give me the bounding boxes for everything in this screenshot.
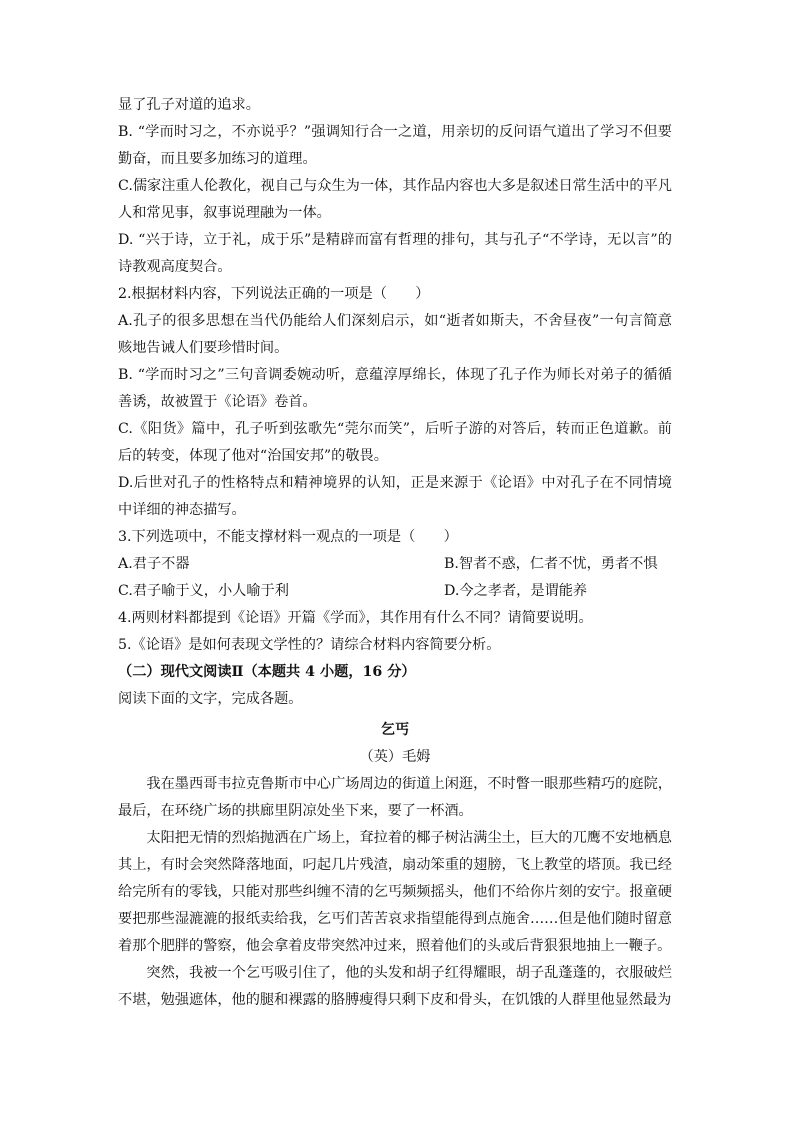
document-body bbox=[118, 92, 672, 1014]
question-3: 3.下列选项中，不能支撑材料一观点的一项是（ ） bbox=[118, 529, 458, 545]
question-2-option-c: C.《阳货》篇中，孔子听到弦歌先“莞尔而笑”，后听子游的对答后，转而正色道歉。前后的转变，体现了他对“治国安邦”的敬畏。 bbox=[118, 421, 672, 464]
question-3-option-b: B.智者不惑，仁者不忧，勇者不惧 bbox=[444, 556, 658, 572]
question-5: 5.《论语》是如何表现文学性的？请综合材料内容简要分析。 bbox=[118, 637, 501, 653]
question-2: 2.根据材料内容，下列说法正确的一项是（ ） bbox=[118, 286, 430, 302]
paragraph-2: 太阳把无情的烈焰抛洒在广场上，耷拉着的椰子树沾满尘土，巨大的兀鹰不安地栖息其上，有时会突然降落地面，叼起几片残渣，扇动笨重的翅膀，飞上教堂的塔顶。我已经给完所有的零钱，只能对那些纠缠不清的乞丐频频摇头，他们不给你片刻的安宁。报童硬要把那些湿漉漉的报纸卖给我，乞丐们苦苦哀求指望能得到点施舍……但是他们随时留意着那个肥胖的警察，他会拿着皮带突然冲过来，照着他们的头或后背狠狠地抽上一鞭子。 bbox=[118, 830, 672, 954]
article-author: （英）毛姆 bbox=[359, 749, 431, 765]
option-b: B. “学而时习之，不亦说乎？”强调知行合一之道，用亲切的反问语气道出了学习不但要勤奋，而且要多加练习的道理。 bbox=[118, 124, 672, 167]
question-3-option-c: C.君子喻于义，小人喻于利 bbox=[118, 583, 289, 599]
text-line: 显了孔子对道的追求。 bbox=[118, 97, 260, 113]
article-title: 乞丐 bbox=[380, 722, 410, 738]
question-3-option-a: A.君子不器 bbox=[118, 556, 190, 572]
question-2-option-a: A.孔子的很多思想在当代仍能给人们深刻启示，如“逝者如斯夫，不舍昼夜”一句言简意赅地告诫人们要珍惜时间。 bbox=[118, 313, 672, 356]
section-heading: （二）现代文阅读Ⅱ（本题共 4 小题，16 分） bbox=[118, 664, 416, 680]
question-2-option-d: D.后世对孔子的性格特点和精神境界的认知，正是来源于《论语》中对孔子在不同情境中详细的神态描写。 bbox=[118, 475, 672, 518]
question-4: 4.两则材料都提到《论语》开篇《学而》，其作用有什么不同？请简要说明。 bbox=[118, 610, 593, 626]
option-d: D. “兴于诗，立于礼，成于乐”是精辟而富有哲理的排句，其与孔子“不学诗，无以言”的诗教观高度契合。 bbox=[118, 232, 672, 275]
paragraph-3: 突然，我被一个乞丐吸引住了，他的头发和胡子红得耀眼，胡子乱蓬蓬的，衣服破烂不堪，勉强遮体，他的腿和裸露的胳膊瘦得只剩下皮和骨头，在饥饿的人群里他显然最为 bbox=[118, 965, 672, 1008]
question-3-option-d: D.今之孝者，是谓能养 bbox=[444, 583, 588, 599]
instruction: 阅读下面的文字，完成各题。 bbox=[118, 691, 303, 707]
paragraph-1: 我在墨西哥韦拉克鲁斯市中心广场周边的街道上闲逛，不时瞥一眼那些精巧的庭院，最后，在环绕广场的拱廊里阴凉处坐下来，要了一杯酒。 bbox=[118, 776, 672, 819]
question-3-options-row-2 bbox=[118, 578, 672, 605]
question-3-options-row-1 bbox=[118, 551, 672, 578]
option-c: C.儒家注重人伦教化，视自己与众生为一体，其作品内容也大多是叙述日常生活中的平凡人和常见事，叙事说理融为一体。 bbox=[118, 178, 672, 221]
question-2-option-b: B. “学而时习之”三句音调委婉动听，意蕴淳厚绵长，体现了孔子作为师长对弟子的循循善诱，故被置于《论语》卷首。 bbox=[118, 367, 672, 410]
